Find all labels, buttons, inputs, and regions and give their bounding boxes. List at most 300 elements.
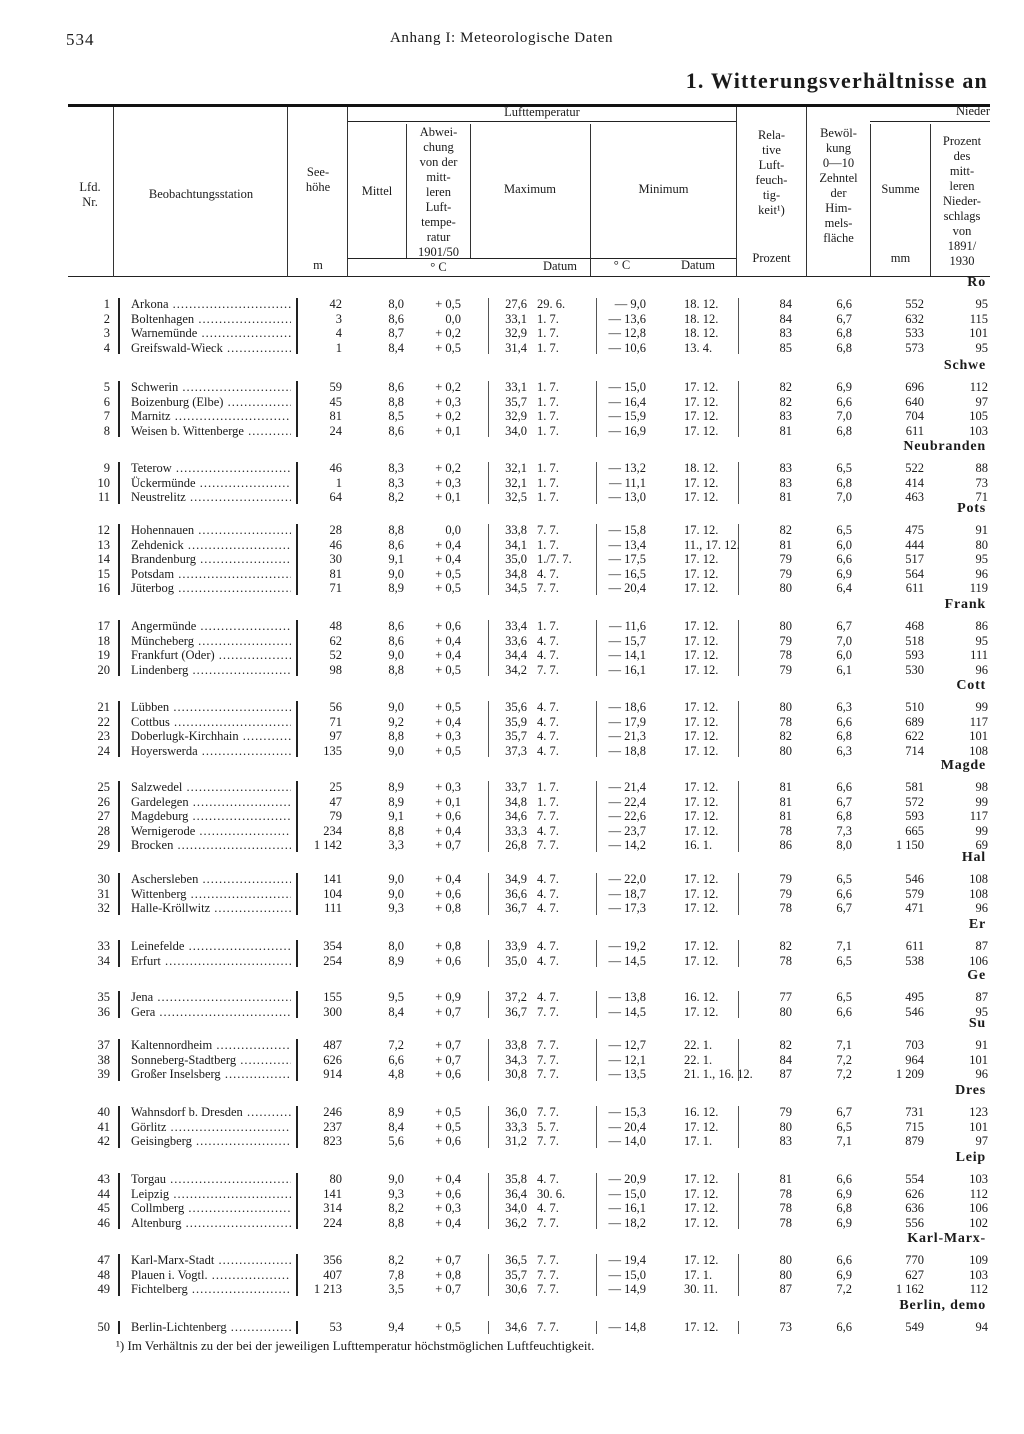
niederschlag-summe: 510: [905, 700, 924, 714]
station-name: Arkona .....: [131, 297, 291, 311]
abweichung: + 0,6: [435, 1186, 461, 1201]
rel-feuchte: 79: [779, 552, 792, 566]
table-row: [0, 795, 1024, 809]
maximum-datum: 4. 7.: [537, 714, 559, 729]
mittel: 8,3: [388, 475, 404, 490]
lfd-nr: 12: [97, 523, 110, 537]
maximum-datum: 7. 7.: [537, 1267, 559, 1282]
minimum-datum: 17. 12.: [684, 1186, 719, 1201]
table-row: [0, 838, 1024, 852]
table-row: [0, 648, 1024, 662]
abweichung: + 0,2: [435, 409, 461, 423]
mittel: 9,1: [388, 552, 404, 566]
seehoehe: 98: [329, 662, 342, 677]
mittel: 8,2: [388, 1253, 404, 1267]
rel-feuchte: 78: [779, 648, 792, 662]
abweichung: + 0,4: [435, 1172, 461, 1186]
minimum-datum: 17. 12.: [684, 700, 719, 714]
station-name: Marnitz .....: [131, 409, 291, 423]
maximum: 32,9: [505, 409, 527, 423]
niederschlag-summe: 533: [905, 326, 924, 340]
niederschlag-prozent: 112: [969, 1282, 988, 1296]
station-name: Gardelegen .....: [131, 795, 291, 809]
table-row: [0, 461, 1024, 475]
table-row: [0, 744, 1024, 758]
header-seehoehe: See- höhe: [305, 165, 331, 194]
maximum-datum: 7. 7.: [537, 581, 559, 595]
minimum-datum: 18. 12.: [684, 297, 719, 311]
seehoehe: 28: [329, 523, 342, 537]
seehoehe: 1: [335, 475, 342, 490]
seehoehe: 407: [323, 1267, 342, 1282]
seehoehe: 71: [329, 581, 342, 595]
minimum: — 13,0: [608, 490, 646, 504]
minimum-datum: 17. 12.: [684, 953, 719, 968]
lfd-nr: 4: [103, 340, 110, 355]
maximum-datum: 4. 7.: [537, 939, 559, 953]
abweichung: + 0,3: [435, 780, 461, 794]
mittel: 9,1: [388, 809, 404, 823]
minimum: — 19,4: [608, 1253, 646, 1267]
minimum-datum: 18. 12.: [684, 311, 719, 326]
seehoehe: 25: [329, 780, 342, 794]
niederschlag-summe: 627: [905, 1267, 924, 1282]
niederschlag-prozent: 108: [969, 743, 988, 758]
maximum-datum: 1. 7.: [537, 537, 559, 552]
maximum-datum: 4. 7.: [537, 566, 559, 581]
minimum: — 22,4: [608, 794, 646, 809]
table-row: [0, 490, 1024, 504]
minimum-datum: 18. 12.: [684, 461, 719, 475]
header-abweichung: Abwei- chung von der mitt- leren Luft- tempe- ratur 1901/50: [418, 125, 459, 259]
seehoehe: 4: [335, 326, 342, 340]
maximum: 33,1: [505, 380, 527, 394]
niederschlag-prozent: 91: [975, 523, 988, 537]
seehoehe: 1: [335, 340, 342, 355]
maximum-datum: 1. 7.: [537, 340, 559, 355]
minimum: — 18,6: [608, 700, 646, 714]
seehoehe: 135: [323, 743, 342, 758]
niederschlag-summe: 538: [905, 953, 924, 968]
region-label: Schwe: [943, 358, 986, 373]
bewoelkung: 6,5: [836, 990, 852, 1004]
region-label: Dres: [955, 1083, 986, 1098]
maximum: 33,4: [505, 619, 527, 633]
minimum-datum: 17. 12.: [684, 523, 719, 537]
station-name: Kaltennordheim .....: [131, 1038, 291, 1052]
header-prozent: Prozent des mitt- leren Nieder- schlags von 1891/ 1930: [942, 134, 982, 268]
rel-feuchte: 79: [779, 566, 792, 581]
abweichung: + 0,4: [435, 1215, 461, 1230]
seehoehe: 64: [329, 490, 342, 504]
abweichung: + 0,4: [435, 872, 461, 886]
maximum-datum: 7. 7.: [537, 1134, 559, 1148]
rel-feuchte: 82: [779, 939, 792, 953]
maximum-datum: 4. 7.: [537, 700, 559, 714]
rel-feuchte: 83: [779, 475, 792, 490]
abweichung: + 0,4: [435, 823, 461, 838]
header-seehoehe-unit: m: [313, 258, 323, 272]
minimum-datum: 22. 1.: [684, 1038, 713, 1052]
rel-feuchte: 86: [779, 838, 792, 852]
rel-feuchte: 77: [779, 990, 792, 1004]
station-name: Plauen i. Vogtl. .....: [131, 1268, 291, 1282]
header-datum-min: Datum: [680, 258, 716, 272]
niederschlag-summe: 564: [905, 566, 924, 581]
header-summe: Summe: [881, 182, 920, 196]
mittel: 9,4: [388, 1320, 404, 1334]
bewoelkung: 6,9: [836, 566, 852, 581]
seehoehe: 42: [329, 297, 342, 311]
maximum: 35,7: [505, 394, 527, 409]
page-number: 534: [66, 30, 95, 49]
table-row: [0, 1282, 1024, 1296]
lfd-nr: 49: [97, 1282, 110, 1296]
station-name: Weisen b. Wittenberge .....: [131, 424, 291, 438]
minimum: — 21,4: [608, 780, 646, 794]
lfd-nr: 16: [97, 581, 110, 595]
abweichung: + 0,5: [435, 297, 461, 311]
minimum-datum: 17. 12.: [684, 1215, 719, 1230]
seehoehe: 823: [323, 1134, 342, 1148]
rel-feuchte: 83: [779, 461, 792, 475]
mittel: 6,6: [388, 1052, 404, 1067]
niederschlag-prozent: 96: [975, 1067, 988, 1081]
lfd-nr: 40: [97, 1105, 110, 1119]
maximum-datum: 7. 7.: [537, 1282, 559, 1296]
maximum: 34,6: [505, 809, 527, 823]
maximum: 35,7: [505, 729, 527, 743]
station-name: Schwerin .....: [131, 380, 291, 394]
lfd-nr: 46: [97, 1215, 110, 1230]
mittel: 7,8: [388, 1267, 404, 1282]
bewoelkung: 6,3: [836, 700, 852, 714]
table-row: [0, 552, 1024, 566]
mittel: 8,6: [388, 380, 404, 394]
niederschlag-prozent: 80: [975, 537, 988, 552]
table-row: [0, 939, 1024, 953]
rel-feuchte: 80: [779, 581, 792, 595]
rel-feuchte: 78: [779, 1201, 792, 1215]
station-name: Lindenberg .....: [131, 663, 291, 677]
seehoehe: 626: [323, 1052, 342, 1067]
seehoehe: 3: [335, 311, 342, 326]
mittel: 8,8: [388, 523, 404, 537]
maximum: 26,8: [505, 838, 527, 852]
region-label: Ro: [967, 275, 986, 290]
seehoehe: 30: [329, 552, 342, 566]
mittel: 8,9: [388, 780, 404, 794]
table-row: [0, 634, 1024, 648]
niederschlag-prozent: 98: [975, 780, 988, 794]
niederschlag-summe: 611: [905, 939, 924, 953]
rel-feuchte: 82: [779, 523, 792, 537]
seehoehe: 246: [323, 1105, 342, 1119]
rel-feuchte: 83: [779, 1134, 792, 1148]
lfd-nr: 34: [97, 953, 110, 968]
minimum-datum: 17. 12.: [684, 1201, 719, 1215]
minimum-datum: 17. 12.: [684, 581, 719, 595]
header-temp-unit-min: ° C: [613, 258, 631, 272]
abweichung: + 0,8: [435, 1267, 461, 1282]
minimum: — 13,5: [608, 1067, 646, 1081]
header-nieder: Nieder: [955, 104, 990, 118]
maximum: 33,8: [505, 523, 527, 537]
lfd-nr: 37: [97, 1038, 110, 1052]
abweichung: + 0,5: [435, 1105, 461, 1119]
rel-feuchte: 78: [779, 1186, 792, 1201]
abweichung: + 0,9: [435, 990, 461, 1004]
minimum: — 14,5: [608, 953, 646, 968]
table-row: [0, 872, 1024, 886]
lfd-nr: 38: [97, 1052, 110, 1067]
maximum: 34,6: [505, 1320, 527, 1334]
niederschlag-prozent: 99: [975, 700, 988, 714]
niederschlag-prozent: 103: [969, 1172, 988, 1186]
table-row: [0, 1172, 1024, 1186]
rel-feuchte: 81: [779, 490, 792, 504]
maximum: 30,6: [505, 1282, 527, 1296]
minimum: — 16,9: [608, 423, 646, 438]
table-row: [0, 523, 1024, 537]
mittel: 8,6: [388, 619, 404, 633]
abweichung: + 0,4: [435, 552, 461, 566]
minimum: — 17,9: [608, 714, 646, 729]
niederschlag-summe: 1 162: [895, 1282, 924, 1296]
abweichung: + 0,6: [435, 886, 461, 901]
niederschlag-summe: 495: [905, 990, 924, 1004]
maximum-datum: 1. 7.: [537, 326, 559, 340]
seehoehe: 56: [329, 700, 342, 714]
niederschlag-prozent: 96: [975, 662, 988, 677]
bewoelkung: 6,9: [836, 1215, 852, 1230]
lfd-nr: 5: [103, 380, 110, 394]
mittel: 8,9: [388, 1105, 404, 1119]
maximum: 34,5: [505, 581, 527, 595]
station-name: Jüterbog .....: [131, 581, 291, 595]
maximum-datum: 1. 7.: [537, 794, 559, 809]
maximum-datum: 29. 6.: [537, 297, 566, 311]
table-row: [0, 700, 1024, 714]
station-name: Fichtelberg .....: [131, 1282, 291, 1296]
maximum: 31,4: [505, 340, 527, 355]
lfd-nr: 3: [103, 326, 110, 340]
abweichung: + 0,5: [435, 581, 461, 595]
bewoelkung: 8,0: [836, 838, 852, 852]
station-name: Leipzig .....: [131, 1187, 291, 1201]
seehoehe: 52: [329, 648, 342, 662]
niederschlag-prozent: 86: [975, 619, 988, 633]
lfd-nr: 17: [97, 619, 110, 633]
niederschlag-summe: 632: [905, 311, 924, 326]
bewoelkung: 6,8: [836, 423, 852, 438]
rel-feuchte: 80: [779, 1267, 792, 1282]
table-row: [0, 887, 1024, 901]
bewoelkung: 6,6: [836, 1253, 852, 1267]
region-label: Ge: [967, 968, 986, 983]
bewoelkung: 6,6: [836, 394, 852, 409]
lfd-nr: 33: [97, 939, 110, 953]
maximum: 34,3: [505, 1052, 527, 1067]
maximum-datum: 4. 7.: [537, 648, 559, 662]
minimum: — 13,8: [608, 990, 646, 1004]
mittel: 8,5: [388, 409, 404, 423]
niederschlag-prozent: 112: [969, 1186, 988, 1201]
station-name: Hoyerswerda .....: [131, 744, 291, 758]
maximum: 31,2: [505, 1134, 527, 1148]
rel-feuchte: 80: [779, 743, 792, 758]
niederschlag-prozent: 88: [975, 461, 988, 475]
maximum-datum: 1. 7.: [537, 490, 559, 504]
header-mittel: Mittel: [361, 184, 393, 198]
bewoelkung: 7,1: [836, 1134, 852, 1148]
niederschlag-prozent: 95: [975, 552, 988, 566]
maximum-datum: 7. 7.: [537, 1215, 559, 1230]
niederschlag-prozent: 109: [969, 1253, 988, 1267]
niederschlag-prozent: 117: [969, 714, 988, 729]
maximum: 37,2: [505, 990, 527, 1004]
minimum-datum: 17. 1.: [684, 1134, 713, 1148]
station-name: Hohennauen .....: [131, 523, 291, 537]
seehoehe: 155: [323, 990, 342, 1004]
abweichung: + 0,3: [435, 729, 461, 743]
header-bewoelkung: Bewöl- kung 0—10 Zehntel der Him- mels- fläche: [819, 126, 858, 245]
station-name: Halle-Kröllwitz .....: [131, 901, 291, 915]
maximum-datum: 1. 7.: [537, 423, 559, 438]
mittel: 8,8: [388, 662, 404, 677]
seehoehe: 111: [324, 901, 342, 915]
maximum-datum: 4. 7.: [537, 729, 559, 743]
maximum: 34,1: [505, 537, 527, 552]
seehoehe: 104: [323, 886, 342, 901]
niederschlag-summe: 611: [905, 423, 924, 438]
niederschlag-summe: 704: [905, 409, 924, 423]
bewoelkung: 6,8: [836, 326, 852, 340]
table-row: [0, 780, 1024, 794]
lfd-nr: 39: [97, 1067, 110, 1081]
rel-feuchte: 78: [779, 714, 792, 729]
niederschlag-prozent: 99: [975, 794, 988, 809]
niederschlag-summe: 579: [905, 886, 924, 901]
rel-feuchte: 82: [779, 394, 792, 409]
lfd-nr: 42: [97, 1134, 110, 1148]
region-label: Neubranden: [903, 439, 986, 454]
lfd-nr: 43: [97, 1172, 110, 1186]
minimum-datum: 22. 1.: [684, 1052, 713, 1067]
minimum: — 13,2: [608, 461, 646, 475]
abweichung: + 0,8: [435, 901, 461, 915]
mittel: 9,2: [388, 714, 404, 729]
bewoelkung: 6,0: [836, 648, 852, 662]
niederschlag-summe: 556: [905, 1215, 924, 1230]
seehoehe: 314: [323, 1201, 342, 1215]
table-row: [0, 581, 1024, 595]
niederschlag-prozent: 108: [969, 872, 988, 886]
minimum: — 16,1: [608, 662, 646, 677]
mittel: 8,8: [388, 1215, 404, 1230]
region-label: Cott: [956, 678, 986, 693]
lfd-nr: 9: [103, 461, 110, 475]
niederschlag-prozent: 97: [975, 1134, 988, 1148]
station-name: Geisingberg .....: [131, 1134, 291, 1148]
station-name: Berlin-Lichtenberg .....: [131, 1320, 291, 1334]
station-name: Sonneberg-Stadtberg .....: [131, 1053, 291, 1067]
bewoelkung: 6,6: [836, 714, 852, 729]
table-row: [0, 1268, 1024, 1282]
maximum-datum: 4. 7.: [537, 886, 559, 901]
seehoehe: 234: [323, 823, 342, 838]
station-name: Karl-Marx-Stadt .....: [131, 1253, 291, 1267]
abweichung: + 0,6: [435, 1067, 461, 1081]
minimum: — 20,4: [608, 1119, 646, 1134]
minimum-datum: 17. 12.: [684, 619, 719, 633]
station-name: Collmberg .....: [131, 1201, 291, 1215]
niederschlag-summe: 731: [905, 1105, 924, 1119]
niederschlag-summe: 475: [905, 523, 924, 537]
minimum: — 14,9: [608, 1282, 646, 1296]
lfd-nr: 14: [97, 552, 110, 566]
maximum: 36,6: [505, 886, 527, 901]
header-rel-feuchte-unit: Prozent: [752, 251, 791, 265]
rel-feuchte: 82: [779, 1038, 792, 1052]
niederschlag-prozent: 94: [975, 1320, 988, 1334]
minimum-datum: 17. 12.: [684, 743, 719, 758]
abweichung: + 0,3: [435, 1201, 461, 1215]
bewoelkung: 6,5: [836, 1119, 852, 1134]
bewoelkung: 7,2: [836, 1067, 852, 1081]
maximum: 36,7: [505, 1004, 527, 1019]
minimum-datum: 17. 12.: [684, 423, 719, 438]
niederschlag-prozent: 111: [970, 648, 988, 662]
niederschlag-prozent: 112: [969, 380, 988, 394]
seehoehe: 53: [329, 1320, 342, 1334]
rel-feuchte: 81: [779, 780, 792, 794]
niederschlag-prozent: 106: [969, 953, 988, 968]
minimum-datum: 21. 1., 16. 12.: [684, 1067, 753, 1081]
maximum-datum: 1. 7.: [537, 780, 559, 794]
niederschlag-prozent: 123: [969, 1105, 988, 1119]
bewoelkung: 6,7: [836, 311, 852, 326]
table-row: [0, 567, 1024, 581]
maximum-datum: 7. 7.: [537, 809, 559, 823]
mittel: 9,3: [388, 1186, 404, 1201]
header-datum-max: Datum: [542, 259, 578, 273]
maximum-datum: 7. 7.: [537, 838, 559, 852]
lfd-nr: 7: [103, 409, 110, 423]
rel-feuchte: 79: [779, 872, 792, 886]
table-row: [0, 1067, 1024, 1081]
maximum-datum: 4. 7.: [537, 901, 559, 915]
maximum-datum: 7. 7.: [537, 1105, 559, 1119]
station-name: Aschersleben .....: [131, 872, 291, 886]
maximum: 34,9: [505, 872, 527, 886]
header-rel-feuchte: Rela- tive Luft- feuch- tig- keit¹): [755, 128, 788, 217]
table-row: [0, 809, 1024, 823]
niederschlag-summe: 1 209: [895, 1067, 924, 1081]
header-maximum: Maximum: [503, 182, 557, 196]
seehoehe: 354: [323, 939, 342, 953]
niederschlag-prozent: 91: [975, 1038, 988, 1052]
table-row: [0, 729, 1024, 743]
minimum-datum: 17. 12.: [684, 1172, 719, 1186]
maximum: 35,0: [505, 552, 527, 566]
niederschlag-summe: 689: [905, 714, 924, 729]
minimum: — 14,0: [608, 1134, 646, 1148]
rel-feuchte: 83: [779, 326, 792, 340]
table-row: [0, 1120, 1024, 1134]
maximum: 36,2: [505, 1215, 527, 1230]
lfd-nr: 2: [103, 311, 110, 326]
